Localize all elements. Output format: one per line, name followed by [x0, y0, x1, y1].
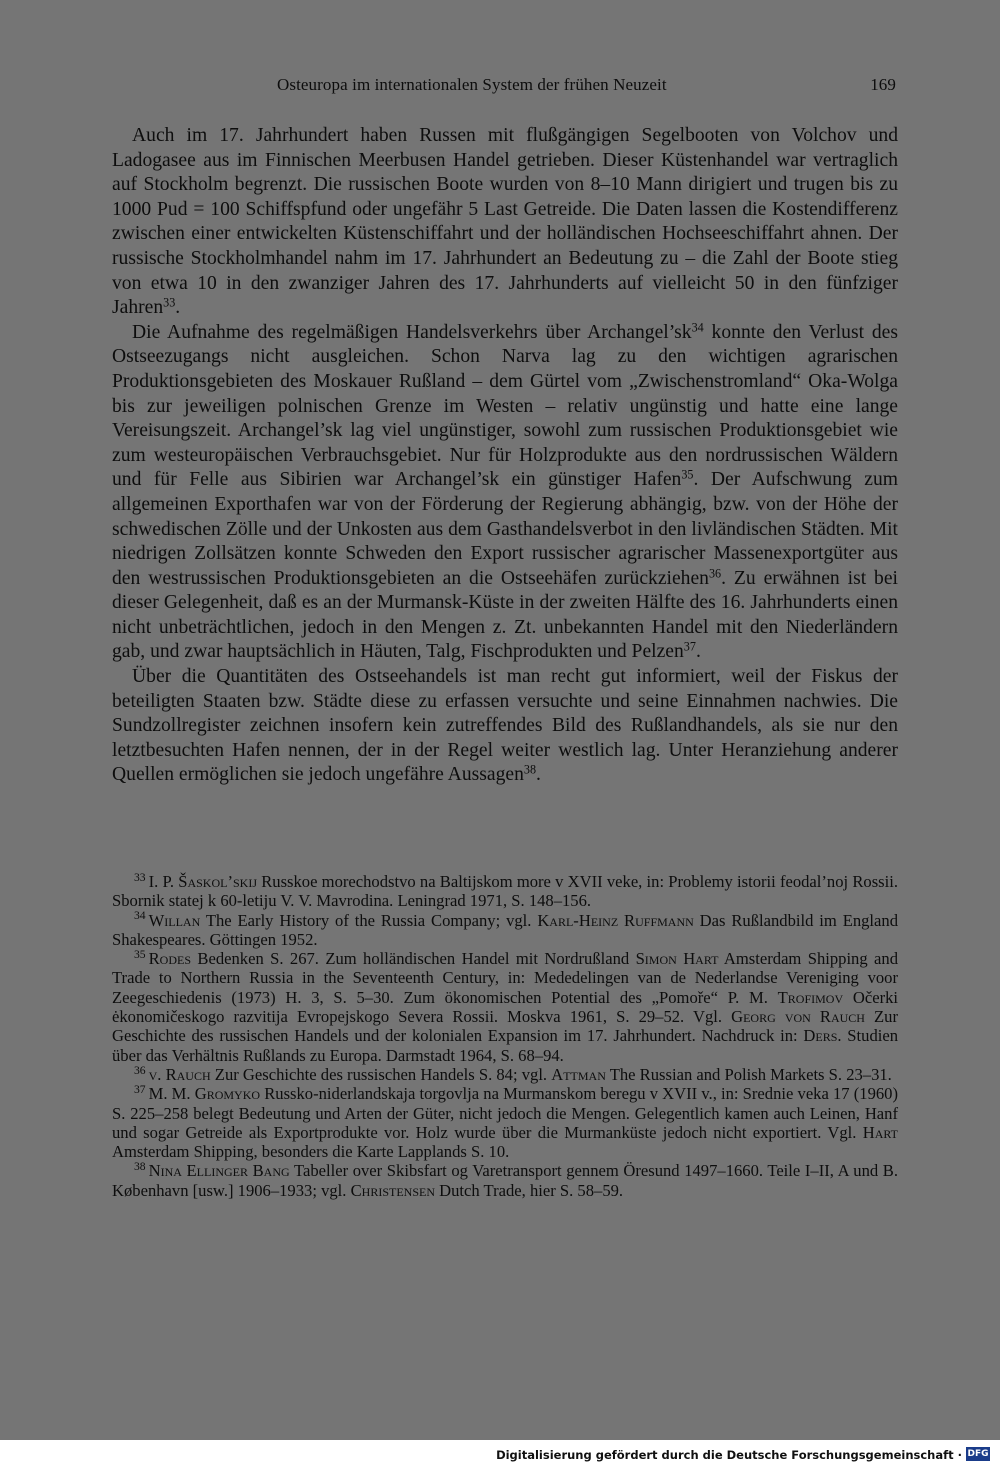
footnote-number: 37 — [134, 1082, 146, 1096]
running-head-title: Osteuropa im internationalen System der frühen Neuzeit — [277, 75, 667, 94]
footnote-text: Očerki ėkonomičeskogo razvitija Evropejskogo Severa Rossii. Moskva 1961, S. 29–52. Vgl. — [112, 987, 898, 1027]
footnote-author: Simon Hart — [635, 949, 719, 969]
footnote-text: Dutch Trade, hier S. 58–59. — [435, 1180, 624, 1200]
paragraph-3-end: . — [536, 764, 541, 786]
footnote-author: Rodes — [148, 949, 192, 969]
paragraph-3-text: Über die Quantitäten des Ostseehandels ist man recht gut informiert, weil der Fiskus der beteiligten Staaten bzw. Städte diese zu erfassen versuchte und seine Einnahmen nachwies. Die Sundzollregister zeichnen insofern kein zutreffendes Bild des Rußlandhandels, als sie nur den letztbesuchten Hafen nennen, der in der Regel weiter westlich lag. Unter Heranziehung anderer Quellen ermöglichen sie jedoch ungefähre Aussagen — [112, 666, 898, 786]
footnote-author: I. P. Šaskol’skij — [148, 872, 258, 891]
footnote-number: 33 — [134, 870, 146, 884]
paragraph-2-text-d: . Zu erwähnen ist bei dieser Gelegenheit, daß es an der Murmansk-Küste in der zweiten Hälfte des 16. Jahrhunderts einen nicht unbeträchtlichen, jedoch in den Mengen z. Zt. unbekannten Handel mit den Niederländern gab, und zwar hauptsächlich in Häuten, Talg, Fischprodukten und Pelzen — [112, 567, 898, 663]
footnote-ref-38: 38 — [523, 762, 537, 777]
footnote-text: Amsterdam Shipping, besonders die Karte Lapplands S. 10. — [112, 1142, 510, 1162]
footnote-text: Russkoe morechodstvo na Baltijskom more v XVII veke, in: Problemy istorii feodal’noj Rossii. Sbornik statej k 60-letiju V. V. Mavrodina. Leningrad 1971, S. 148–156. — [112, 872, 898, 911]
footnote-number: 34 — [134, 909, 146, 923]
footnote-author: Trofimov — [777, 987, 844, 1007]
footnote-text: Amsterdam Shipping and Trade to Northern Russia in the Seventeenth Century, in: Mededelingen van de Nederlandse Vereniging voor Zeegeschiedenis (1973) H. 3, S. 5–30. Zum ökonomischen Potential des „Pomoře“ P. M. — [112, 949, 898, 1007]
footnote-36 — [112, 1065, 898, 1084]
footnote-34 — [112, 911, 898, 950]
footnote-ref-36: 36 — [708, 566, 722, 581]
main-text — [112, 124, 898, 788]
footnote-text: Russko-niderlandskaja torgovlja na Murmanskom beregu v XVII v., in: Srednie veka 17 (1960) S. 225–258 belegt Bedeutung und Arten der Güter, nicht jedoch die Mengen. Gelegentlich kamen auch Leinen, Hanf und sogar Getreide als Exportprodukte vor. Holz wurde über die Murmanküste jedoch nicht exportiert. Vgl. — [112, 1084, 898, 1142]
footnote-38 — [112, 1161, 898, 1200]
paragraph-1-text: Auch im 17. Jahrhundert haben Russen mit flußgängigen Segelbooten von Volchov und Ladogasee aus im Finnischen Meerbusen Handel getrieben. Dieser Küstenhandel war vertraglich auf Stockholm begrenzt. Die russischen Boote wurden von 8–10 Mann dirigiert und trugen bis zu 1000 Pud = 100 Schiffspfund oder ungefähr 5 Last Getreide. Die Daten lassen die Kostendifferenz zwischen einer entwickelten Küstenschiffahrt und der holländischen Hochseeschiffahrt ahnen. Der russische Stockholmhandel nahm im 17. Jahrhundert an Bedeutung zu – die Zahl der Boote stieg von etwa 10 in den zwanziger Jahren des 17. Jahrhunderts auf vielleicht 50 in den fünfziger Jahren — [112, 125, 898, 319]
digitization-footer — [0, 1440, 1000, 1470]
footnote-author: v. Rauch — [148, 1064, 211, 1084]
footnote-ref-37: 37 — [683, 639, 696, 654]
footnote-text: Zur Geschichte des russischen Handels und der kolonialen Expansion im 17. Jahrhundert. Nachdruck in: — [112, 1007, 899, 1046]
footnote-number: 38 — [134, 1160, 146, 1174]
footnote-text: Bedenken S. 267. Zum holländischen Handel mit Nordrußland — [191, 949, 636, 969]
footnote-35 — [112, 949, 898, 1065]
paragraph-1-end: . — [175, 297, 181, 319]
paragraph-2-text-a: Die Aufnahme des regelmäßigen Handelsverkehrs über Archangel’sk — [132, 321, 692, 343]
footnote-text: The Russian and Polish Markets S. 23–31. — [605, 1064, 892, 1084]
footnotes — [112, 872, 898, 1200]
paragraph-3 — [112, 665, 898, 788]
paragraph-2 — [112, 321, 898, 665]
footnote-text: Studien über das Verhältnis Rußlands zu Europa. Darmstadt 1964, S. 68–94. — [112, 1026, 899, 1065]
footnote-author: Willan — [148, 910, 201, 930]
footnote-text: Tabeller over Skibsfart og Varetransport gennem Öresund 1497–1660. Teile I–II, A und B. København [usw.] 1906–1933; vgl. — [112, 1161, 898, 1200]
footnote-number: 36 — [134, 1063, 146, 1077]
footnote-author: M. M. Gromyko — [148, 1084, 261, 1104]
footnote-text: The Early History of the Russia Company; vgl. — [200, 910, 538, 930]
footnote-ref-35: 35 — [681, 467, 694, 482]
paragraph-2-text-c: . Der Aufschwung zum allgemeinen Exporthafen war von der Förderung der Regierung abhängig, bzw. von der Höhe der schwedischen Zölle und der Unkosten aus dem Gasthandelsverbot in den livländischen Städten. Mit niedrigen Zollsätzen konnte Schweden den Export russischer agrarischer Massenexportgüter aus den westrussischen Produktionsgebieten an die Ostseehäfen zurückziehen — [112, 469, 898, 589]
dfg-logo-icon: DFG — [967, 1449, 989, 1459]
funding-notice: Digitalisierung gefördert durch die Deutsche Forschungsgemeinschaft · — [496, 1448, 962, 1462]
footnote-37 — [112, 1084, 898, 1161]
footnote-ref-34: 34 — [691, 320, 704, 335]
footnote-33 — [112, 872, 898, 911]
footnote-author: Attman — [551, 1064, 606, 1084]
footnote-text: Zur Geschichte des russischen Handels S. 84; vgl. — [210, 1064, 552, 1084]
paragraph-2-end: . — [695, 641, 701, 663]
footnote-author: Karl-Heinz Ruffmann — [537, 910, 694, 930]
paragraph-1 — [112, 124, 898, 321]
footnote-number: 35 — [134, 947, 146, 961]
footnote-text: Das Rußlandbild im England Shakespeares. Göttingen 1952. — [112, 910, 899, 949]
page-number: 169 — [870, 75, 896, 94]
footnote-author: Christensen — [350, 1180, 435, 1200]
paragraph-2-text-b: konnte den Verlust des Ostseezugangs nicht ausgleichen. Schon Narva lag zu den wichtigen agrarischen Produktionsgebieten des Moskauer Rußland – dem Gürtel vom „Zwischenstromland“ Oka-Wolga bis zur jeweiligen polnischen Grenze im Westen – relativ ungünstig und hatte eine lange Vereisungszeit. Archangel’sk lag viel ungünstiger, sowohl zum russischen Produktionsgebiet wie zum westeuropäischen Verbrauchsgebiet. Nur für Holzprodukte aus den nordrussischen Wäldern und für Felle aus Sibirien war Archangel’sk ein günstiger Hafen — [112, 321, 898, 491]
footnote-author: Georg von Rauch — [731, 1007, 865, 1027]
footnote-author: Nina Ellinger Bang — [148, 1161, 290, 1181]
running-head — [112, 75, 898, 101]
footnote-ref-33: 33 — [163, 295, 176, 310]
footnote-author: Hart — [862, 1122, 898, 1142]
footnote-author: Ders. — [803, 1026, 842, 1046]
